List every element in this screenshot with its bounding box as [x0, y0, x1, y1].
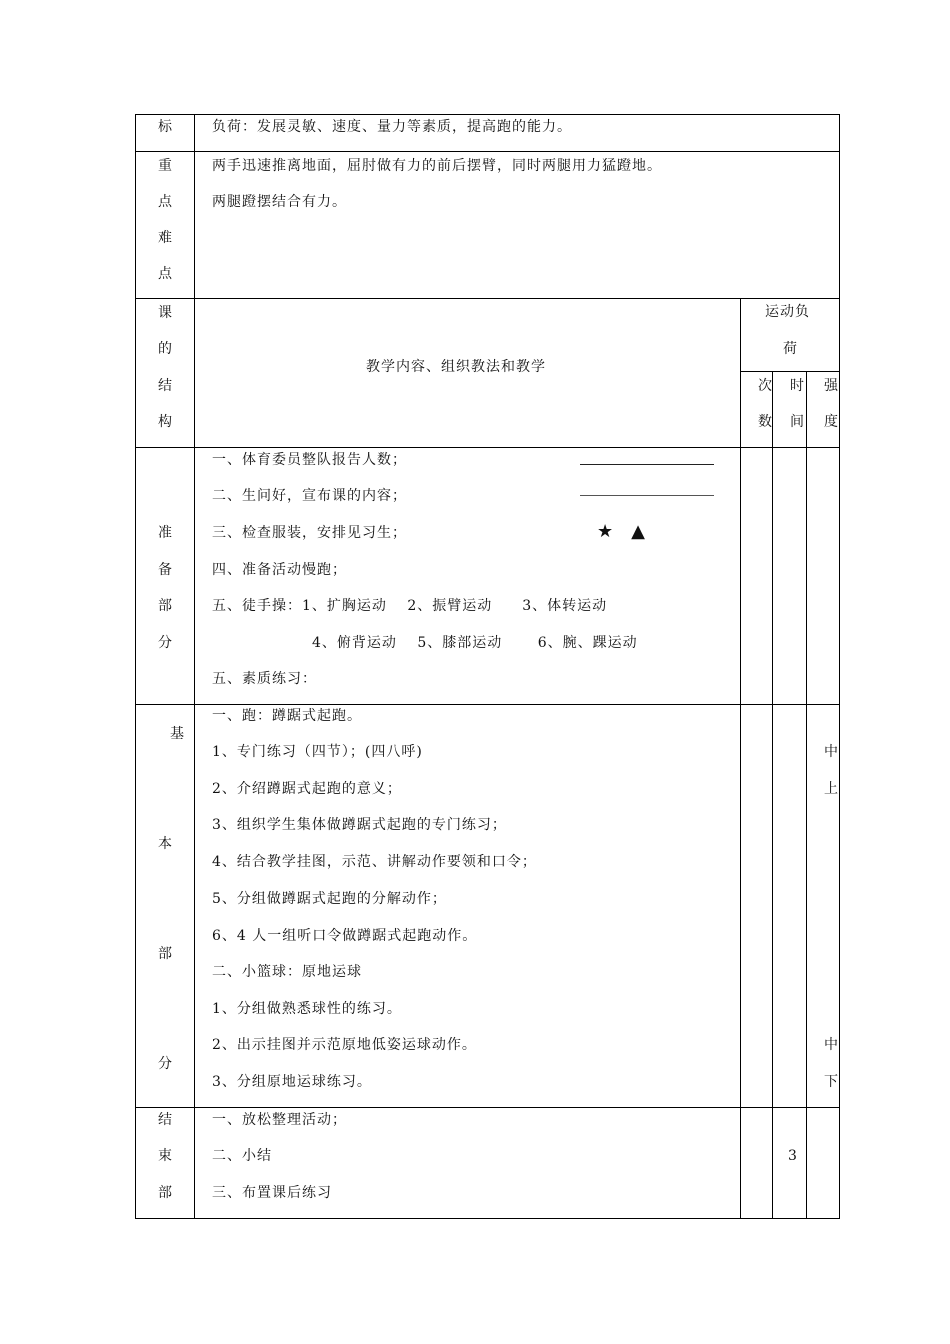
time-column-header: 间 — [790, 414, 805, 430]
prep-line: 三、检查服装，安排见习生； — [212, 525, 407, 541]
table-rule — [740, 298, 741, 1219]
count-column-header: 数 — [758, 414, 773, 430]
prep-line: 二、生问好，宣布课的内容； — [212, 488, 407, 504]
objective-label: 标 — [158, 119, 173, 135]
count-column-header: 次 — [758, 378, 773, 394]
table-rule — [135, 151, 840, 152]
formation-line — [580, 464, 714, 465]
table-rule — [135, 1107, 840, 1108]
formation-line — [580, 495, 714, 496]
main-intensity: 下 — [824, 1074, 839, 1090]
main-line: 1、专门练习（四节）；(四八呼) — [212, 744, 423, 760]
load-column-title: 运动负 — [765, 304, 810, 320]
prep-line: 五、素质练习： — [212, 671, 317, 687]
content-column-title: 教学内容、组织教法和教学 — [366, 359, 546, 375]
prep-line: 4、俯背运动 5、膝部运动 6、腕、踝运动 — [312, 635, 638, 651]
main-intensity: 中 — [824, 1037, 839, 1053]
end-label-char: 部 — [158, 1185, 173, 1201]
end-line: 一、放松整理活动； — [212, 1112, 347, 1128]
table-border-right — [839, 114, 840, 1219]
table-rule — [135, 704, 840, 705]
main-label-char: 分 — [158, 1056, 173, 1072]
table-border-bottom — [135, 1218, 840, 1219]
time-column-header: 时 — [790, 378, 805, 394]
key-points-label-char: 重 — [158, 158, 173, 174]
main-line: 5、分组做蹲踞式起跑的分解动作； — [212, 891, 447, 907]
load-column-title-2: 荷 — [783, 341, 798, 357]
end-time-value: 3 — [788, 1148, 798, 1164]
intensity-column-header: 度 — [824, 414, 839, 430]
key-points-label-char: 点 — [158, 266, 173, 282]
table-rule — [740, 371, 840, 372]
prep-line: 四、准备活动慢跑； — [212, 562, 347, 578]
main-label-char: 本 — [158, 836, 173, 852]
table-border-top — [135, 114, 840, 115]
main-line: 2、出示挂图并示范原地低姿运球动作。 — [212, 1037, 477, 1053]
table-rule — [806, 371, 807, 1219]
end-line: 二、小结 — [212, 1148, 272, 1164]
table-rule — [194, 114, 195, 1219]
prep-label-char: 部 — [158, 598, 173, 614]
formation-symbols: ★ ▲ — [597, 521, 645, 542]
table-rule — [135, 447, 840, 448]
prep-label-char: 备 — [158, 562, 173, 578]
structure-label-char: 课 — [158, 305, 173, 321]
main-line: 二、小篮球：原地运球 — [212, 964, 362, 980]
main-intensity: 中 — [824, 744, 839, 760]
key-points-label-char: 点 — [158, 194, 173, 210]
main-line: 2、介绍蹲踞式起跑的意义； — [212, 781, 402, 797]
objective-text: 负荷：发展灵敏、速度、量力等素质，提高跑的能力。 — [212, 119, 572, 135]
end-label-char: 结 — [158, 1112, 173, 1128]
end-label-char: 束 — [158, 1148, 173, 1164]
structure-label-char: 构 — [158, 414, 173, 430]
prep-label-char: 分 — [158, 635, 173, 651]
main-line: 1、分组做熟悉球性的练习。 — [212, 1001, 402, 1017]
key-points-label-char: 难 — [158, 230, 173, 246]
prep-label-char: 准 — [158, 525, 173, 541]
prep-line: 一、体育委员整队报告人数； — [212, 452, 407, 468]
main-line: 3、分组原地运球练习。 — [212, 1074, 372, 1090]
main-line: 3、组织学生集体做蹲踞式起跑的专门练习； — [212, 817, 507, 833]
prep-line: 五、徒手操：1、扩胸运动 2、振臂运动 3、体转运动 — [212, 598, 608, 614]
main-line: 一、跑：蹲踞式起跑。 — [212, 708, 362, 724]
key-points-line: 两手迅速推离地面，屈肘做有力的前后摆臂，同时两腿用力猛蹬地。 — [212, 158, 662, 174]
table-rule — [135, 298, 840, 299]
table-border-left — [135, 114, 136, 1219]
main-label-char: 基 — [170, 726, 185, 742]
main-line: 6、4 人一组听口令做蹲踞式起跑动作。 — [212, 928, 478, 944]
key-points-line: 两腿蹬摆结合有力。 — [212, 194, 347, 210]
intensity-column-header: 强 — [824, 378, 839, 394]
table-rule — [772, 371, 773, 1219]
main-label-char: 部 — [158, 946, 173, 962]
main-intensity: 上 — [824, 781, 839, 797]
main-line: 4、结合教学挂图，示范、讲解动作要领和口令； — [212, 854, 537, 870]
structure-label-char: 结 — [158, 378, 173, 394]
structure-label-char: 的 — [158, 341, 173, 357]
end-line: 三、布置课后练习 — [212, 1185, 332, 1201]
